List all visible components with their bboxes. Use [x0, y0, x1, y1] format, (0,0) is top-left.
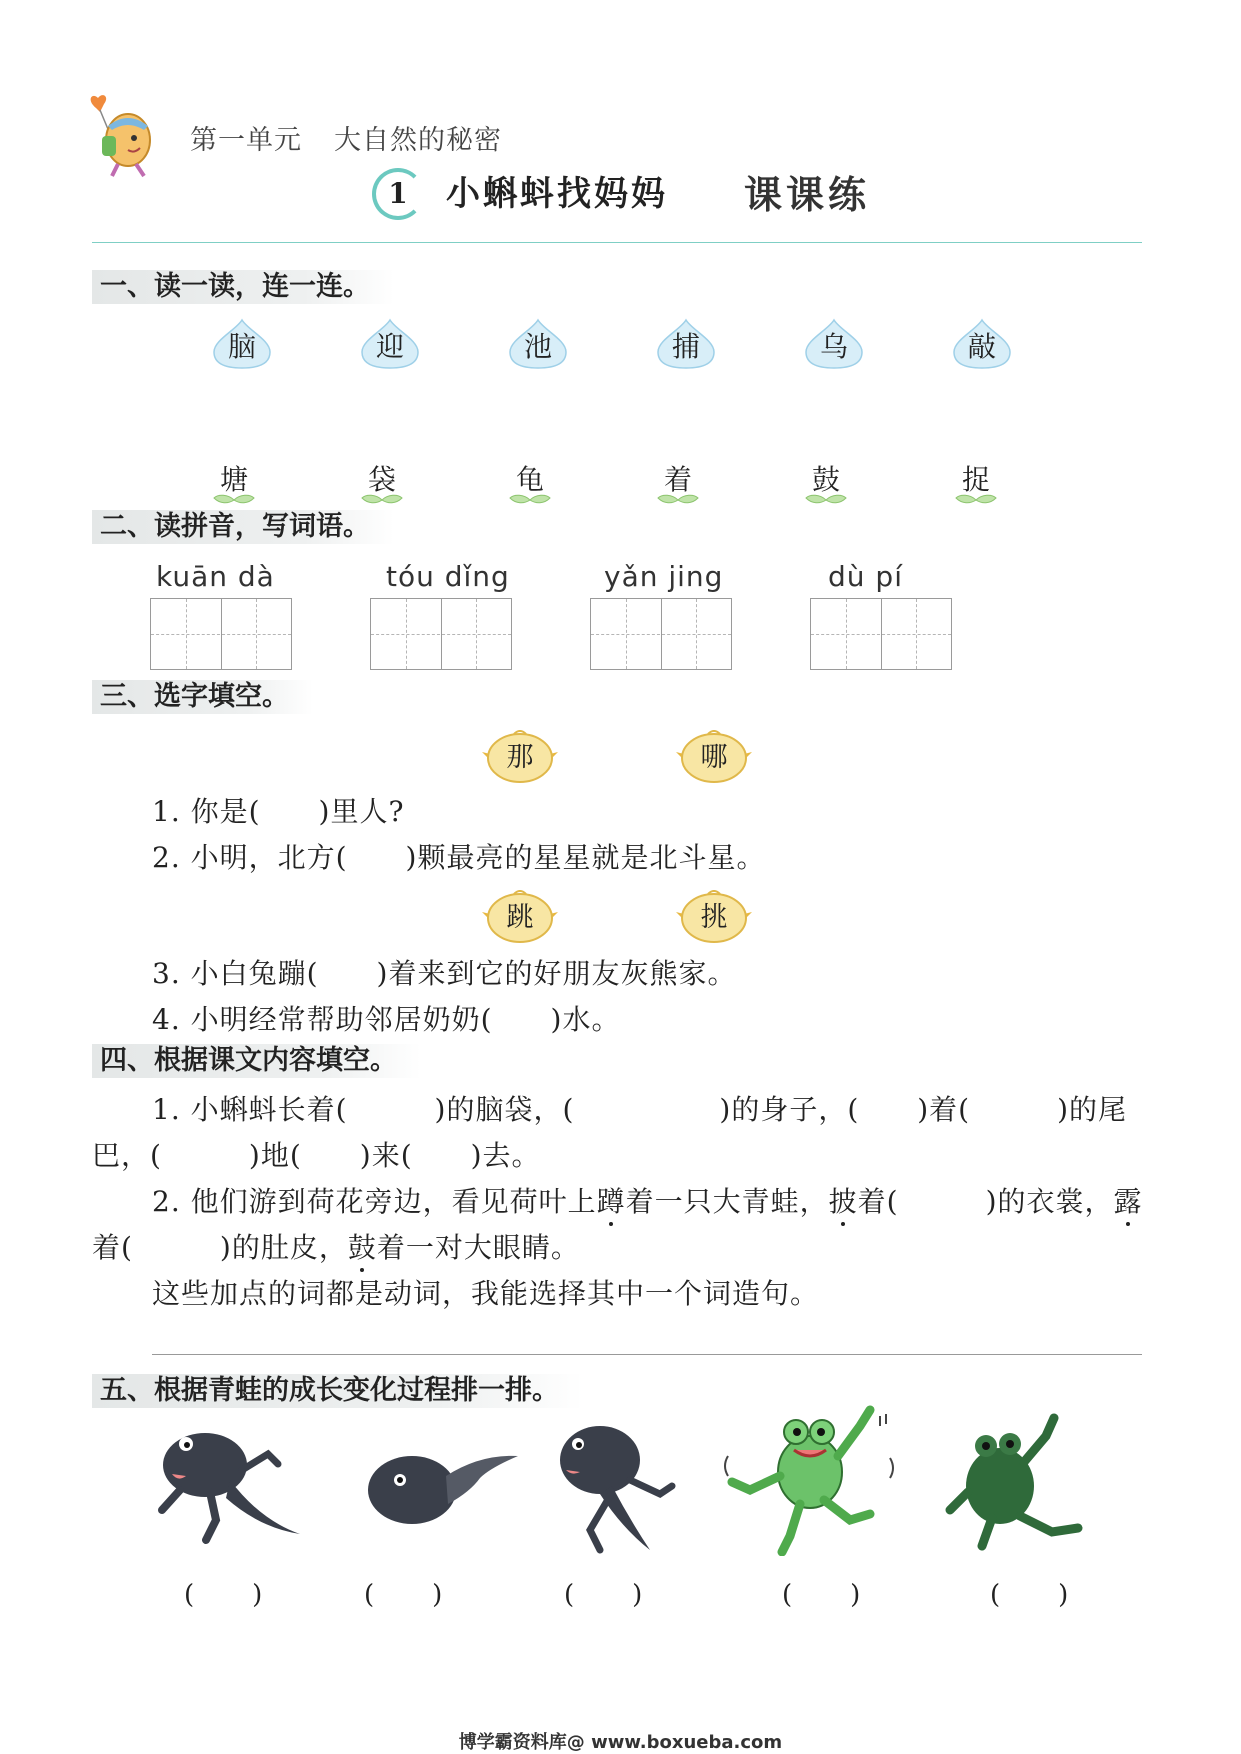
choice-char[interactable]: [676, 890, 752, 944]
leaf-char-label: 袋: [367, 463, 396, 496]
order-answer-blank[interactable]: ( ): [184, 1580, 265, 1610]
question-line: 3. 小白兔蹦( )着来到它的好朋友灰熊家。: [152, 957, 737, 990]
drop-char-label: 迎: [375, 330, 404, 363]
writing-grid[interactable]: [590, 598, 732, 670]
question-line: 1. 你是( )里人?: [152, 795, 405, 828]
choice-char-label: 那: [506, 742, 534, 773]
lesson-number-badge: 1: [372, 168, 424, 220]
fill-line: 2. 他们游到荷花旁边，看见荷叶上蹲着一只大青蛙，披着( )的衣裳，露: [152, 1185, 1143, 1218]
section1-title: 一、读一读，连一连。: [92, 270, 394, 304]
jumping-frog-icon: [720, 1396, 900, 1556]
drop-char[interactable]: [360, 318, 420, 370]
choice-char[interactable]: [482, 730, 558, 784]
pinyin-label: yǎn jing: [604, 560, 724, 593]
pinyin-label: tóu dǐng: [386, 560, 510, 593]
section3-title: 三、选字填空。: [92, 680, 313, 714]
mascot-icon: [88, 90, 160, 180]
order-answer-blank[interactable]: ( ): [564, 1580, 645, 1610]
frog-stage-image: [720, 1396, 880, 1546]
practice-label: 课课练: [744, 173, 871, 217]
question-line: 4. 小明经常帮助邻居奶奶( )水。: [152, 1003, 621, 1036]
tadpole-with-legs-icon: [550, 1410, 710, 1560]
writing-grid[interactable]: [370, 598, 512, 670]
header-divider: [92, 242, 1142, 243]
order-answer-blank[interactable]: ( ): [990, 1580, 1071, 1610]
answer-line[interactable]: [152, 1354, 1142, 1355]
unit-label: 第一单元: [190, 125, 302, 156]
leaf-char[interactable]: [204, 458, 264, 506]
leaf-char[interactable]: [946, 458, 1006, 506]
drop-char-label: 脑: [227, 330, 256, 363]
froglet-with-tail-icon: [150, 1410, 310, 1560]
choice-char-label: 哪: [700, 742, 728, 773]
tadpole-icon: [360, 1420, 520, 1550]
leaf-char-label: 龟: [515, 463, 544, 496]
fill-line: 着( )的肚皮，鼓着一对大眼睛。: [92, 1231, 580, 1264]
choice-char-label: 挑: [700, 902, 728, 933]
drop-char-label: 敲: [967, 330, 996, 363]
leaf-char[interactable]: [500, 458, 560, 506]
unit-title: 大自然的秘密: [334, 125, 502, 156]
choice-char-label: 跳: [506, 902, 534, 933]
question-line: 2. 小明，北方( )颗最亮的星星就是北斗星。: [152, 841, 766, 874]
dotted-verb: 露: [1113, 1185, 1143, 1218]
dotted-verb: 蹲: [596, 1185, 626, 1218]
section4-title: 四、根据课文内容填空。: [92, 1044, 421, 1078]
choice-char[interactable]: [482, 890, 558, 944]
leaf-char-label: 着: [663, 463, 692, 496]
footer-watermark: 博学霸资料库@ www.boxueba.com: [458, 1732, 783, 1753]
drop-char[interactable]: [508, 318, 568, 370]
leaf-char[interactable]: [796, 458, 856, 506]
order-answer-blank[interactable]: ( ): [364, 1580, 445, 1610]
frog-stage-image: [550, 1410, 710, 1560]
drop-char-label: 乌: [819, 330, 848, 363]
pinyin-label: dù pí: [828, 560, 903, 593]
dotted-verb: 披: [828, 1185, 858, 1218]
fill-line: 巴，( )地( )来( )去。: [92, 1139, 541, 1172]
frog-stage-image: [150, 1410, 310, 1560]
drop-char[interactable]: [656, 318, 716, 370]
adult-frog-icon: [938, 1406, 1098, 1556]
section5-title: 五、根据青蛙的成长变化过程排一排。: [92, 1374, 583, 1408]
drop-char-label: 池: [523, 330, 552, 363]
unit-heading: [190, 118, 534, 157]
fill-line: 1. 小蝌蚪长着( )的脑袋，( )的身子，( )着( )的尾: [152, 1093, 1128, 1126]
leaf-char-label: 塘: [219, 463, 248, 496]
writing-grid[interactable]: [150, 598, 292, 670]
dotted-verb: 鼓: [347, 1231, 377, 1264]
section2-title: 二、读拼音，写词语。: [92, 510, 394, 544]
frog-stage-image: [360, 1420, 520, 1570]
leaf-char-label: 捉: [961, 463, 990, 496]
lesson-title: 小蝌蚪找妈妈: [446, 174, 668, 214]
choice-char[interactable]: [676, 730, 752, 784]
pinyin-label: kuān dà: [156, 560, 275, 593]
drop-char[interactable]: [952, 318, 1012, 370]
writing-grid[interactable]: [810, 598, 952, 670]
leaf-char-label: 鼓: [811, 463, 840, 496]
drop-char[interactable]: [212, 318, 272, 370]
frog-stage-image: [938, 1406, 1098, 1556]
drop-char[interactable]: [804, 318, 864, 370]
leaf-char[interactable]: [352, 458, 412, 506]
instruction-line: 这些加点的词都是动词，我能选择其中一个词造句。: [152, 1277, 820, 1310]
leaf-char[interactable]: [648, 458, 708, 506]
order-answer-blank[interactable]: ( ): [782, 1580, 863, 1610]
drop-char-label: 捕: [671, 330, 700, 363]
